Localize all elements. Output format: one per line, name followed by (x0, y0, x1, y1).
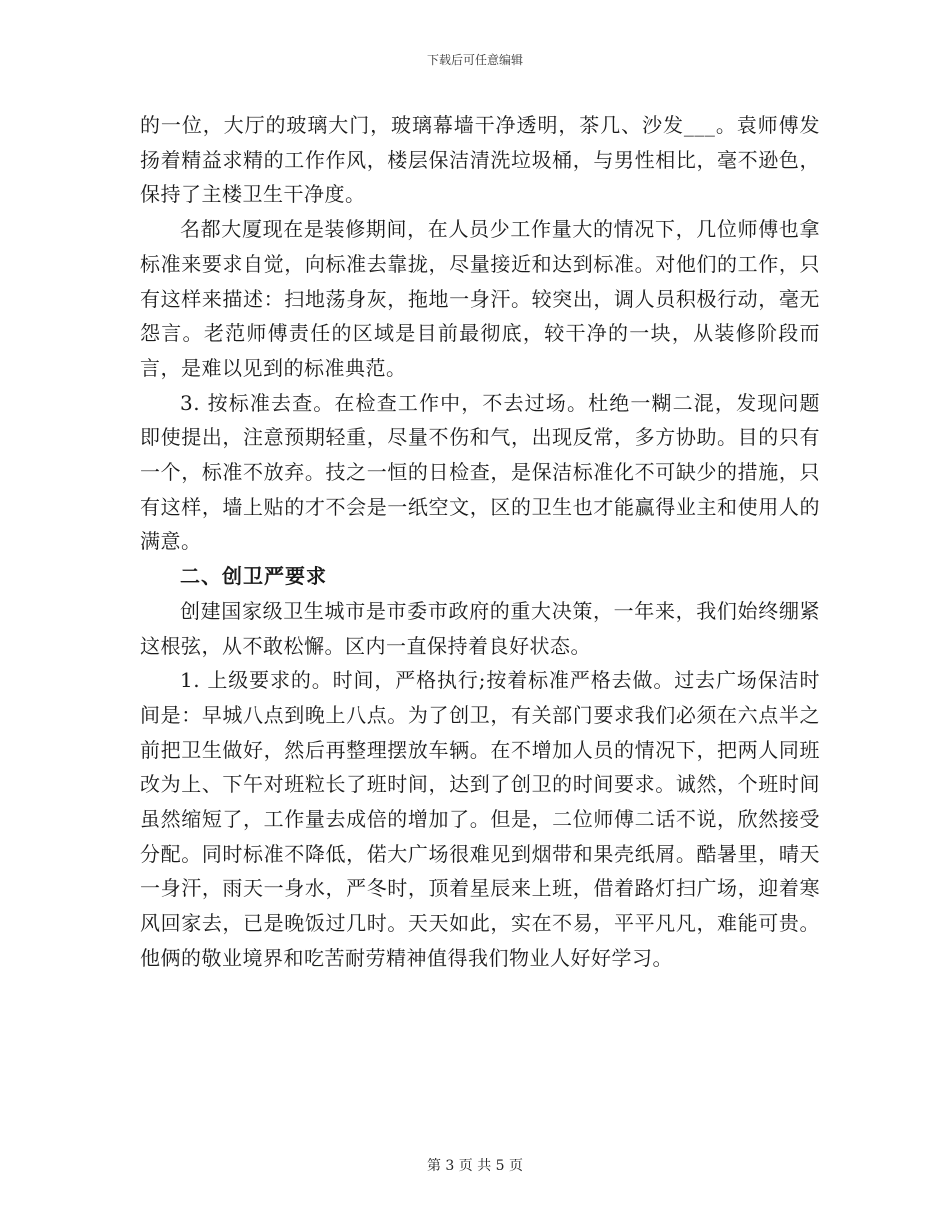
paragraph-inspect-by-standard: 3. 按标准去查。在检查工作中，不去过场。杜绝一糊二混，发现问题即使提出，注意预期轻重，尽量不伤和气，出现反常，多方协助。目的只有一个，标准不放弃。技之一恒的日检查，是保洁标准化不可缺少的措施，只有这样，墙上贴的才不会是一纸空文，区的卫生也才能赢得业主和使用人的满意。 (140, 390, 820, 554)
paragraph-continuation: 的一位，大厅的玻璃大门，玻璃幕墙干净透明，茶几、沙发___。袁师傅发扬着精益求精的工作作风，楼层保洁清洗垃圾桶，与男性相比，毫不逊色，保持了主楼卫生干净度。 (140, 113, 820, 207)
section-heading-sanitation: 二、创卫严要求 (180, 564, 327, 589)
paragraph-mingdu-building: 名都大厦现在是装修期间，在人员少工作量大的情况下，几位师傅也拿标准来要求自觉，向标准去靠拢，尽量接近和达到标准。对他们的工作，只有这样来描述：扫地荡身灰，拖地一身汗。较突出，调人员积极行动，毫无怨言。老范师傅责任的区域是目前最彻底，较干净的一块，从装修阶段而言，是难以见到的标准典范。 (140, 217, 820, 380)
page-header: 下载后可任意编辑 (426, 53, 523, 67)
page-footer: 第 3 页 共 5 页 (426, 1158, 524, 1174)
paragraph-superior-requirements: 1. 上级要求的。时间，严格执行;按着标准严格去做。过去广场保洁时间是：早城八点到晚上八点。为了创卫，有关部门要求我们必须在六点半之前把卫生做好，然后再整理摆放车辆。在不增加人员的情况下，把两人同班改为上、下午对班粒长了班时间，达到了创卫的时间要求。诚然，个班时间虽然缩短了，工作量去成倍的增加了。但是，二位师傅二话不说，欣然接受分配。同时标准不降低，偌大广场很难见到烟带和果壳纸屑。酷暑里，晴天一身汗，雨天一身水，严冬时，顶着星辰来上班，借着路灯扫广场，迎着寒风回家去，已是晚饭过几时。天天如此，实在不易，平平凡凡，难能可贵。他俩的敬业境界和吃苦耐劳精神值得我们物业人好好学习。 (140, 668, 820, 970)
document-body (140, 108, 820, 976)
paragraph-national-sanitary-city: 创建国家级卫生城市是市委市政府的重大决策，一年来，我们始终绷紧这根弦，从不敢松懈。区内一直保持着良好状态。 (140, 598, 820, 658)
